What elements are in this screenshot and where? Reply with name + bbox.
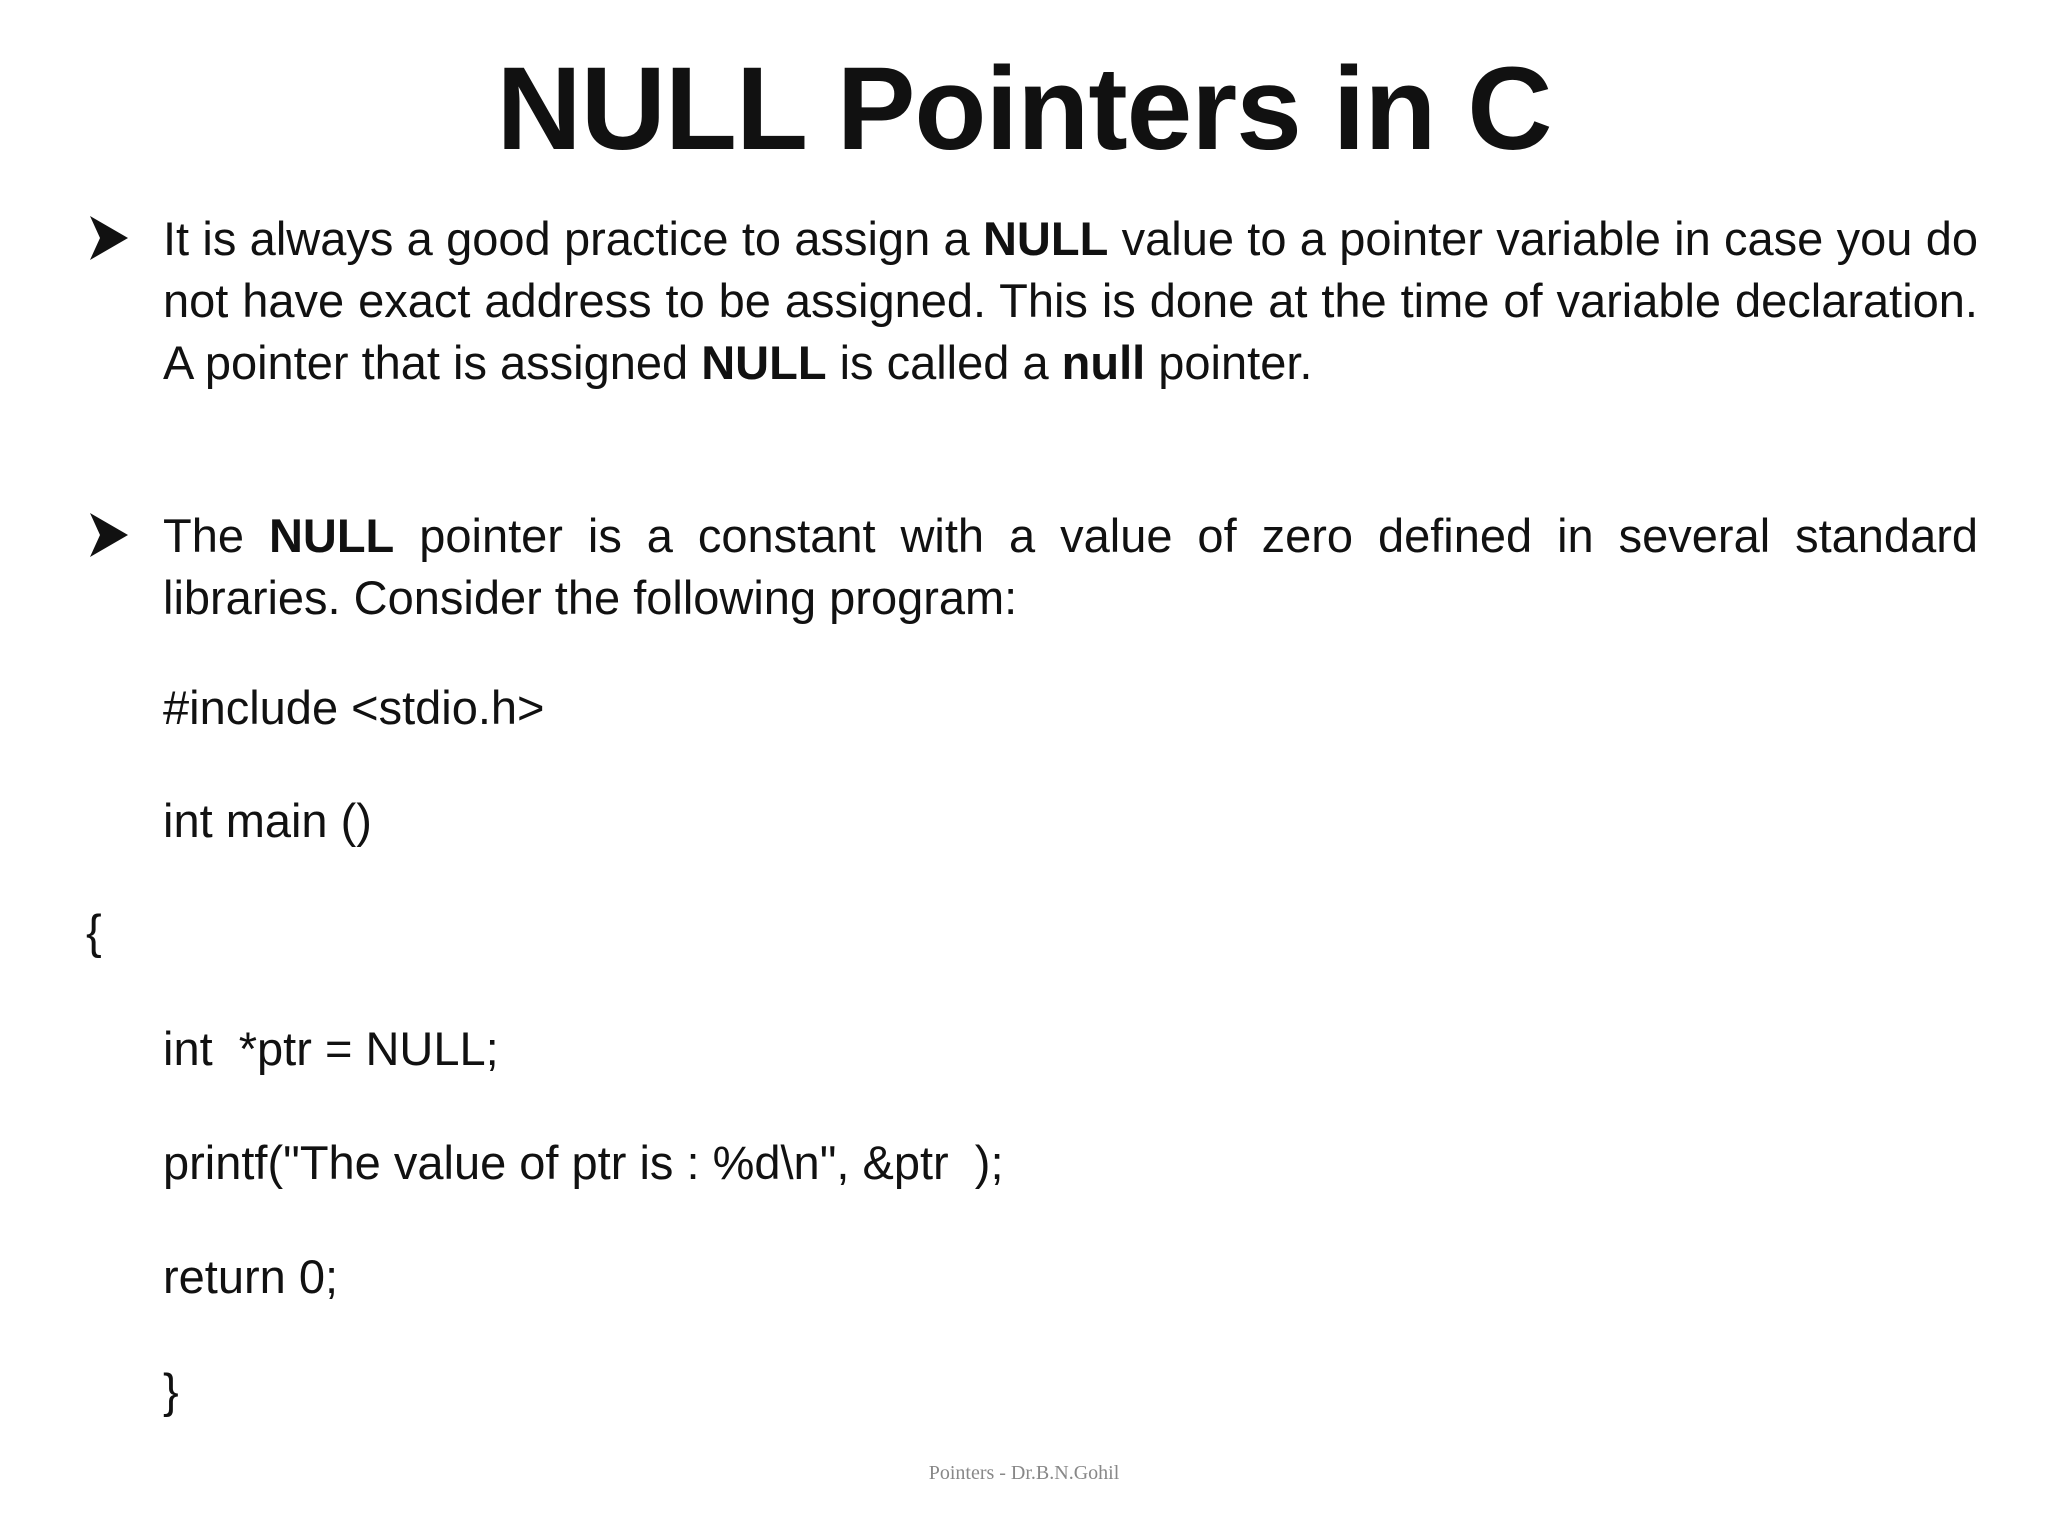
- bullet-item-2: [88, 505, 1978, 629]
- bullet-1-segment-5: is called a: [826, 336, 1062, 389]
- code-include-line: #include <stdio.h>: [163, 681, 545, 734]
- code-return-line: return 0;: [163, 1250, 339, 1303]
- slide-title: NULL Pointers in C: [496, 43, 1552, 175]
- arrowhead-bullet-icon: [88, 511, 130, 559]
- bullet-2-segment-1: The: [163, 509, 269, 562]
- bullet-text-1: [163, 208, 1978, 394]
- code-open-brace: {: [86, 905, 102, 958]
- bullet-2-segment-3: pointer is a constant with a value of zero defined in several standard libraries. Consider the following program:: [163, 509, 1979, 624]
- bullet-1-segment-6: null: [1061, 336, 1146, 389]
- code-printf-line: printf("The value of ptr is : %d\n", &ptr );: [163, 1136, 1004, 1189]
- bullet-1-segment-4: NULL: [701, 336, 827, 389]
- slide-footer: Pointers - Dr.B.N.Gohil: [928, 1462, 1120, 1484]
- bullet-1-segment-1: It is always a good practice to assign a: [163, 212, 983, 265]
- bullet-2-segment-2: NULL: [268, 509, 395, 562]
- bullet-item-1: [88, 208, 1978, 394]
- bullet-1-segment-3: value to a pointer variable in case you do not have exact address to be assigned. This is done at the time of variable declaration. A pointer that is assigned: [163, 212, 1978, 389]
- code-ptr-decl-line: int *ptr = NULL;: [163, 1022, 499, 1075]
- code-main-decl-line: int main (): [163, 794, 372, 847]
- arrowhead-bullet-icon: [88, 214, 130, 262]
- bullet-1-segment-7: pointer.: [1145, 336, 1313, 389]
- bullet-1-segment-2: NULL: [982, 212, 1109, 265]
- bullet-text-2: [163, 505, 1978, 629]
- code-close-brace: }: [163, 1364, 179, 1417]
